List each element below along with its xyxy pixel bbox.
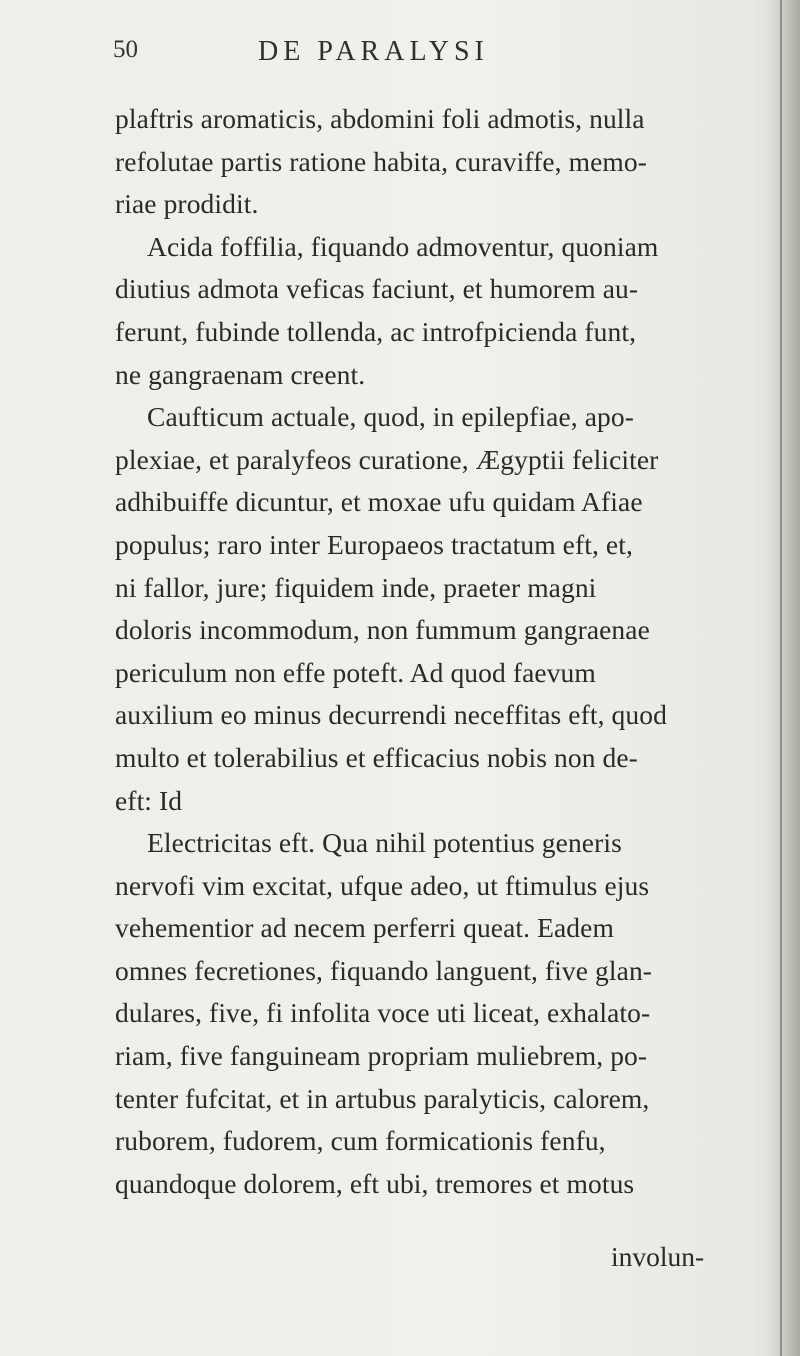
text-line: doloris incommodum, non fummum gangraenae	[115, 614, 650, 646]
text-line: nervofi vim excitat, ufque adeo, ut ftimulus ejus	[115, 869, 650, 901]
text-line: ferunt, fubinde tollenda, ac introfpicienda funt,	[115, 315, 637, 347]
text-line: Acida foffilia, fiquando admoventur, quoniam	[147, 230, 659, 262]
text-line: tenter fufcitat, et in artubus paralyticis, calorem,	[115, 1082, 650, 1114]
text-line: Electricitas eft. Qua nihil potentius generis	[147, 827, 622, 859]
text-line: eft: Id	[115, 784, 183, 816]
text-line: auxilium eo minus decurrendi neceffitas eft, quod	[115, 699, 667, 731]
text-line: ni fallor, jure; fiquidem inde, praeter magni	[115, 571, 597, 603]
text-line: riam, five fanguineam propriam muliebrem, po-	[115, 1040, 648, 1072]
text-line: ne gangraenam creent.	[115, 358, 366, 390]
text-line: riae prodidit.	[115, 188, 259, 220]
catchword: involun-	[611, 1241, 705, 1272]
page-number: 50	[113, 36, 138, 63]
text-line: omnes fecretiones, fiquando languent, five glan-	[115, 954, 653, 986]
text-line: adhibuiffe dicuntur, et moxae ufu quidam Afiae	[115, 486, 643, 518]
page-edge-line	[780, 0, 782, 1356]
text-line: refolutae partis ratione habita, curaviffe, memo-	[115, 145, 648, 177]
text-line: populus; raro inter Europaeos tractatum eft, et,	[115, 528, 633, 560]
page-edge-shadow	[766, 0, 800, 1356]
text-line: ruborem, fudorem, cum formicationis fenfu,	[115, 1125, 606, 1157]
text-line: diutius admota veficas faciunt, et humorem au-	[115, 273, 639, 305]
text-line: quandoque dolorem, eft ubi, tremores et motus	[115, 1167, 635, 1199]
running-head: DE PARALYSI	[258, 36, 489, 67]
text-line: dulares, five, fi infolita voce uti liceat, exhalato-	[115, 997, 651, 1029]
text-line: plaftris aromaticis, abdomini foli admotis, nulla	[115, 103, 645, 134]
body-text	[115, 98, 755, 1205]
text-line: periculum non effe poteft. Ad quod faevum	[115, 656, 596, 688]
text-line: Caufticum actuale, quod, in epilepfiae, apo-	[147, 401, 634, 433]
text-line: plexiae, et paralyfeos curatione, Ægyptii feliciter	[115, 443, 659, 475]
text-line: vehementior ad necem perferri queat. Eadem	[115, 912, 614, 944]
page-header	[113, 36, 753, 84]
text-line: multo et tolerabilius et efficacius nobis non de-	[115, 741, 638, 773]
